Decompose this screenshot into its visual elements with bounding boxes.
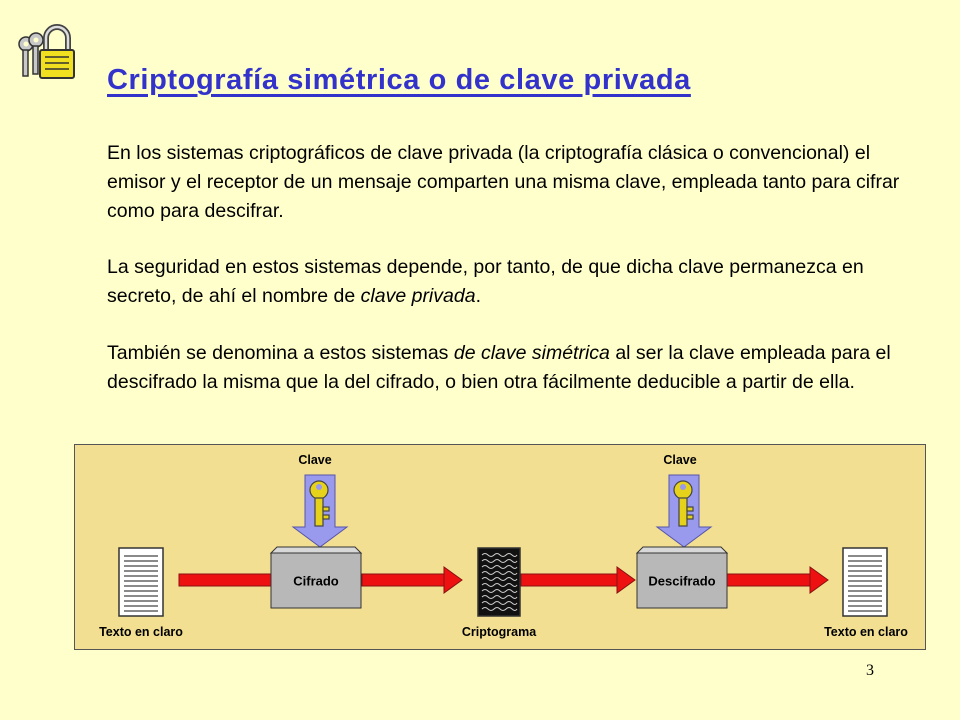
document-icon-right [843, 548, 887, 616]
ciphertext-label: Criptograma [461, 625, 537, 639]
paragraph-text: La seguridad en estos sistemas depende, por tanto, de que dicha clave permanezca en secreto, de ahí el nombre de [107, 256, 864, 307]
page-title: Criptografía simétrica o de clave privada [107, 64, 691, 96]
symmetric-encryption-diagram [74, 444, 926, 650]
arrow-cipher-to-ciphertext [362, 567, 462, 593]
diagram-graphics [75, 445, 925, 649]
paragraph-symmetric-key [107, 339, 907, 397]
paragraph-text: al ser la clave empleada para el descifrado la misma que la del cifrado, o bien otra fácilmente deducible a partir de ella. [107, 342, 891, 393]
arrow-ciphertext-to-decipher [521, 567, 635, 593]
paragraph-private-key-systems: En los sistemas criptográficos de clave privada (la criptografía clásica o convencional) el emisor y el receptor de un mensaje comparten una misma clave, empleada tanto para cifrar como para descifrar. [107, 142, 900, 222]
ciphertext-document-icon [478, 548, 520, 616]
document-icon-left [119, 548, 163, 616]
key-label-right: Clave [663, 453, 697, 467]
cipher-box-label: Cifrado [293, 573, 339, 589]
emphasis-text: de clave simétrica [453, 342, 610, 364]
plaintext-label-left: Texto en claro [99, 625, 183, 639]
padlock-keys-icon [14, 18, 78, 82]
emphasis-text: clave privada [360, 285, 476, 307]
plaintext-label-right: Texto en claro [824, 625, 908, 639]
decipher-box-label: Descifrado [648, 573, 716, 589]
paragraph-text: También se denomina a estos sistemas [107, 342, 454, 364]
paragraph-text: . [475, 285, 481, 307]
arrow-decipher-to-plaintext [726, 567, 828, 593]
page-number: 3 [866, 662, 874, 679]
paragraph-security [107, 253, 907, 311]
key-label-left: Clave [298, 453, 332, 467]
